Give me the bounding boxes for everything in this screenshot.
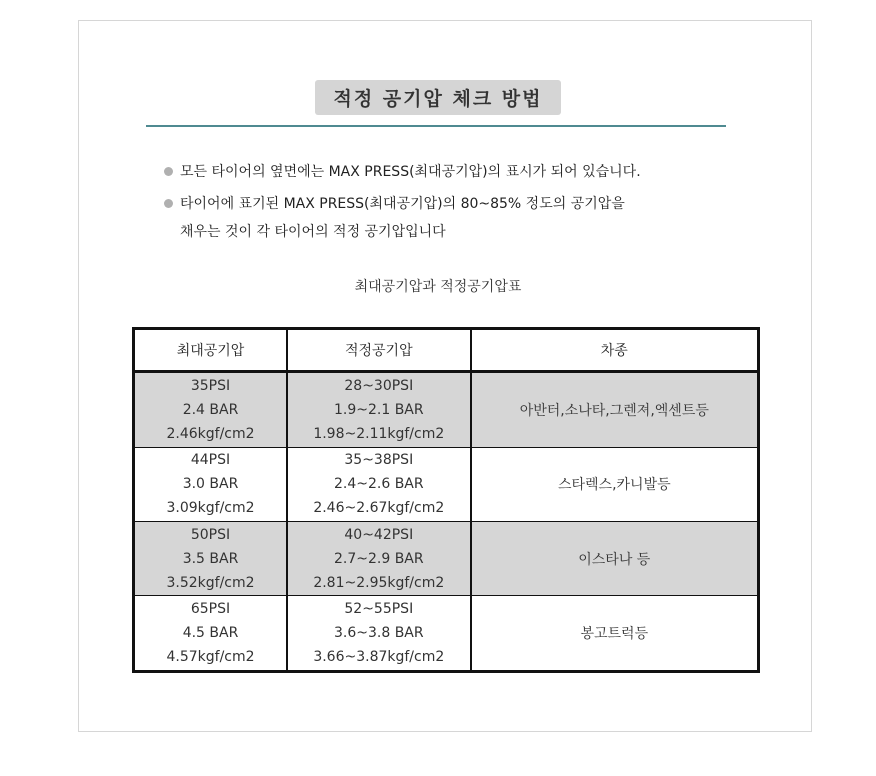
proper-kgf: 1.98~2.11kgf/cm2 bbox=[313, 425, 445, 442]
table-row bbox=[134, 447, 759, 521]
bullet-dot-icon bbox=[164, 167, 173, 176]
bullet-text-1: 모든 타이어의 옆면에는 MAX PRESS(최대공기압)의 표시가 되어 있습니다. bbox=[180, 164, 641, 180]
max-bar: 4.5 BAR bbox=[182, 625, 239, 642]
max-kgf: 4.57kgf/cm2 bbox=[166, 649, 255, 666]
cell-proper-pressure bbox=[287, 372, 471, 448]
max-bar: 3.0 BAR bbox=[182, 476, 239, 493]
bullet-dot-icon bbox=[164, 199, 173, 208]
max-bar: 2.4 BAR bbox=[182, 401, 239, 418]
max-bar: 3.5 BAR bbox=[182, 550, 239, 567]
cell-max-pressure bbox=[134, 596, 288, 672]
max-psi: 35PSI bbox=[190, 377, 231, 394]
proper-kgf: 2.46~2.67kgf/cm2 bbox=[313, 500, 445, 517]
table-row bbox=[134, 521, 759, 595]
info-bullets bbox=[164, 158, 641, 246]
cell-vehicle-type: 스타렉스,카니발등 bbox=[471, 447, 759, 521]
cell-vehicle-type: 이스타나 등 bbox=[471, 521, 759, 595]
proper-psi: 52~55PSI bbox=[344, 601, 414, 618]
cell-max-pressure bbox=[134, 372, 288, 448]
cell-vehicle-type: 봉고트럭등 bbox=[471, 596, 759, 672]
bullet-item-2 bbox=[164, 190, 641, 246]
proper-psi: 28~30PSI bbox=[344, 377, 414, 394]
table-caption: 최대공기압과 적정공기압표 bbox=[354, 279, 522, 295]
proper-bar: 2.7~2.9 BAR bbox=[333, 550, 424, 567]
page-title: 적정 공기압 체크 방법 bbox=[315, 80, 560, 115]
pressure-table bbox=[132, 327, 760, 673]
max-kgf: 2.46kgf/cm2 bbox=[166, 425, 255, 442]
max-psi: 44PSI bbox=[190, 452, 231, 469]
max-kgf: 3.09kgf/cm2 bbox=[166, 500, 255, 517]
table-row bbox=[134, 372, 759, 448]
cell-proper-pressure bbox=[287, 596, 471, 672]
header-proper-pressure: 적정공기압 bbox=[287, 329, 471, 372]
title-divider bbox=[146, 125, 726, 127]
proper-psi: 35~38PSI bbox=[344, 452, 414, 469]
table-header-row bbox=[134, 329, 759, 372]
proper-bar: 2.4~2.6 BAR bbox=[333, 476, 424, 493]
max-psi: 65PSI bbox=[190, 601, 231, 618]
cell-proper-pressure bbox=[287, 521, 471, 595]
header-max-pressure: 최대공기압 bbox=[134, 329, 288, 372]
proper-bar: 3.6~3.8 BAR bbox=[333, 625, 424, 642]
bullet-item-1 bbox=[164, 158, 641, 186]
title-wrap bbox=[0, 80, 876, 115]
proper-kgf: 2.81~2.95kgf/cm2 bbox=[313, 574, 445, 591]
proper-psi: 40~42PSI bbox=[344, 526, 414, 543]
table-row bbox=[134, 596, 759, 672]
bullet-text-2: 타이어에 표기된 MAX PRESS(최대공기압)의 80~85% 정도의 공기압을 bbox=[180, 196, 625, 212]
cell-vehicle-type: 아반터,소나타,그렌져,엑센트등 bbox=[471, 372, 759, 448]
bullet-text-2-cont: 채우는 것이 각 타이어의 적정 공기압입니다 bbox=[180, 224, 446, 240]
cell-max-pressure bbox=[134, 447, 288, 521]
proper-kgf: 3.66~3.87kgf/cm2 bbox=[313, 649, 445, 666]
max-kgf: 3.52kgf/cm2 bbox=[166, 574, 255, 591]
max-psi: 50PSI bbox=[190, 526, 231, 543]
header-vehicle-type: 차종 bbox=[471, 329, 759, 372]
cell-proper-pressure bbox=[287, 447, 471, 521]
proper-bar: 1.9~2.1 BAR bbox=[333, 401, 424, 418]
cell-max-pressure bbox=[134, 521, 288, 595]
